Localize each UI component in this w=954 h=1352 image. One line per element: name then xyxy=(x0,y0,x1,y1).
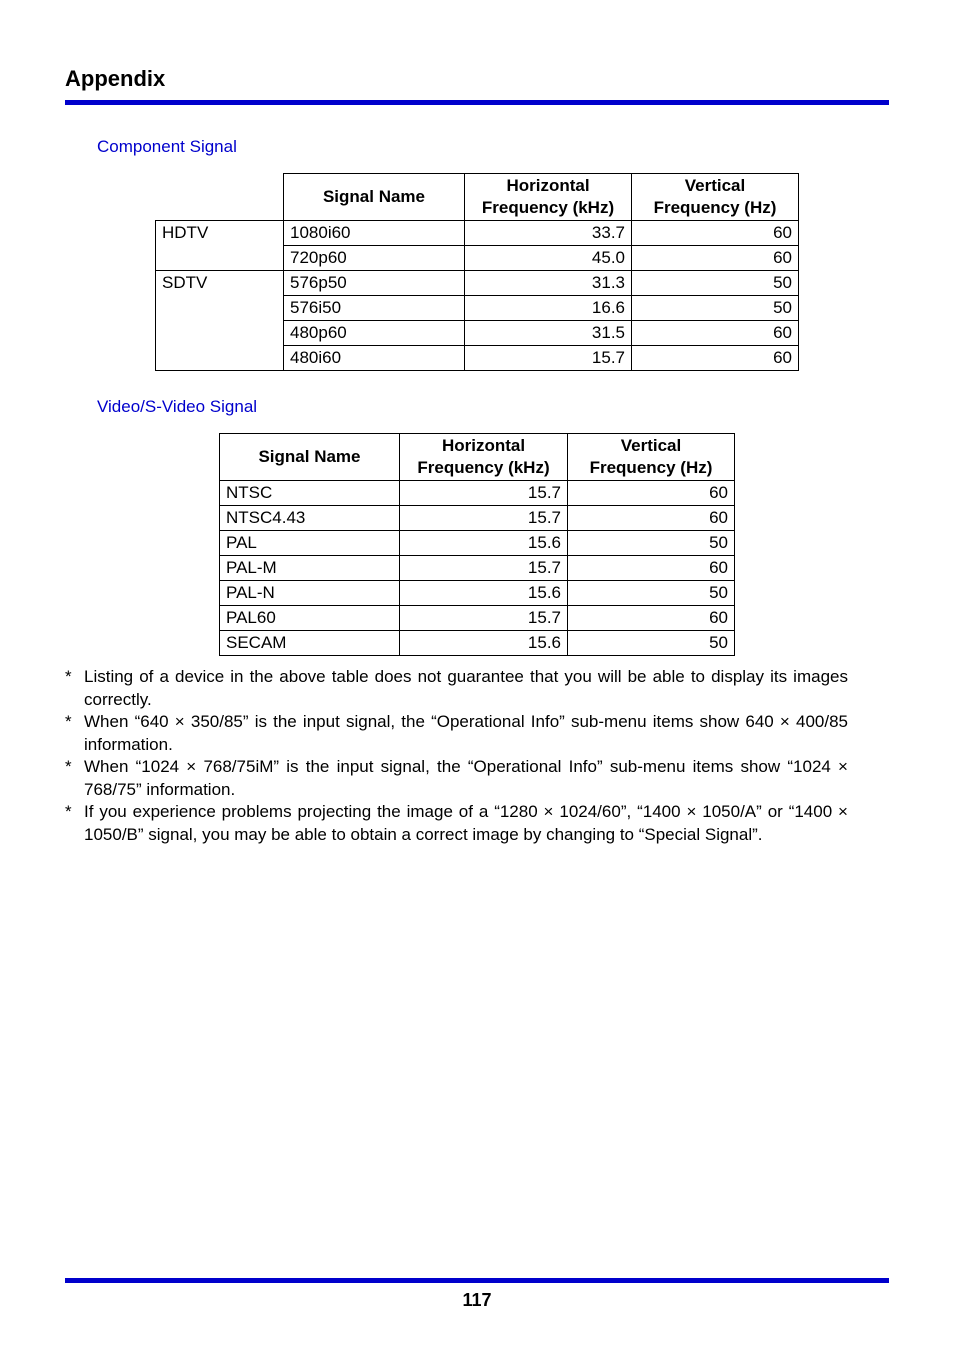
horizontal-frequency-cell: 15.7 xyxy=(400,556,568,581)
vertical-frequency-cell: 50 xyxy=(632,271,799,296)
vertical-frequency-cell: 60 xyxy=(632,221,799,246)
note-text: If you experience problems projecting the image of a “1280 × 1024/60”, “1400 × 1050/A” or “1400 × 1050/B” signal, you may be able to obtain a correct image by changing to “Special Signal”. xyxy=(84,802,848,844)
component-signal-table xyxy=(155,173,799,371)
signal-name-cell: NTSC xyxy=(220,481,400,506)
note-item xyxy=(62,666,848,711)
signal-name-cell: NTSC4.43 xyxy=(220,506,400,531)
signal-name-cell: 480p60 xyxy=(284,321,465,346)
vertical-frequency-cell: 60 xyxy=(568,506,735,531)
blank-header-cell xyxy=(156,174,284,221)
note-bullet: * xyxy=(65,757,72,776)
table-row xyxy=(220,531,735,556)
header-signal-name: Signal Name xyxy=(284,174,465,221)
table-row xyxy=(220,606,735,631)
note-text: When “640 × 350/85” is the input signal, the “Operational Info” sub-menu items show 640 × 400/85 information. xyxy=(84,712,848,754)
horizontal-frequency-cell: 15.7 xyxy=(400,481,568,506)
signal-name-cell: 576p50 xyxy=(284,271,465,296)
table-row xyxy=(220,556,735,581)
note-bullet: * xyxy=(65,712,72,731)
vertical-frequency-cell: 60 xyxy=(632,246,799,271)
table-header-row xyxy=(220,434,735,481)
table-row xyxy=(156,221,799,246)
vertical-frequency-cell: 60 xyxy=(632,346,799,371)
note-bullet: * xyxy=(65,802,72,821)
horizontal-frequency-cell: 15.7 xyxy=(400,606,568,631)
signal-name-cell: PAL xyxy=(220,531,400,556)
signal-name-cell: SECAM xyxy=(220,631,400,656)
horizontal-frequency-cell: 31.3 xyxy=(465,271,632,296)
table-row xyxy=(156,271,799,296)
footer-rule xyxy=(65,1278,889,1283)
horizontal-frequency-cell: 33.7 xyxy=(465,221,632,246)
vertical-frequency-cell: 50 xyxy=(568,531,735,556)
page-title: Appendix xyxy=(65,66,166,91)
video-signal-table xyxy=(219,433,735,656)
header-vertical-frequency: Vertical Frequency (Hz) xyxy=(632,174,799,221)
vertical-frequency-cell: 50 xyxy=(568,631,735,656)
header-horizontal-frequency: Horizontal Frequency (kHz) xyxy=(400,434,568,481)
table-row xyxy=(220,631,735,656)
vertical-frequency-cell: 60 xyxy=(568,556,735,581)
signal-name-cell: 1080i60 xyxy=(284,221,465,246)
note-item xyxy=(62,756,848,801)
vertical-frequency-cell: 60 xyxy=(632,321,799,346)
component-signal-title: Component Signal xyxy=(97,137,237,156)
group-label: SDTV xyxy=(156,271,284,371)
vertical-frequency-cell: 60 xyxy=(568,481,735,506)
signal-name-cell: PAL60 xyxy=(220,606,400,631)
note-item xyxy=(62,711,848,756)
video-signal-title: Video/S-Video Signal xyxy=(97,397,258,416)
note-text: Listing of a device in the above table does not guarantee that you will be able to display its images correctly. xyxy=(84,667,848,709)
table-row xyxy=(220,581,735,606)
group-label: HDTV xyxy=(156,221,284,271)
notes-list xyxy=(62,666,848,846)
vertical-frequency-cell: 60 xyxy=(568,606,735,631)
horizontal-frequency-cell: 45.0 xyxy=(465,246,632,271)
table-header-row xyxy=(156,174,799,221)
horizontal-frequency-cell: 15.6 xyxy=(400,631,568,656)
header-vertical-frequency: Vertical Frequency (Hz) xyxy=(568,434,735,481)
table-row xyxy=(220,506,735,531)
note-item xyxy=(62,801,848,846)
horizontal-frequency-cell: 15.7 xyxy=(400,506,568,531)
vertical-frequency-cell: 50 xyxy=(568,581,735,606)
page-number: 117 xyxy=(462,1290,492,1310)
horizontal-frequency-cell: 15.6 xyxy=(400,581,568,606)
signal-name-cell: 576i50 xyxy=(284,296,465,321)
note-bullet: * xyxy=(65,667,72,686)
signal-name-cell: 720p60 xyxy=(284,246,465,271)
note-text: When “1024 × 768/75iM” is the input signal, the “Operational Info” sub-menu items show “1024 × 768/75” information. xyxy=(84,757,848,799)
horizontal-frequency-cell: 15.7 xyxy=(465,346,632,371)
table-row xyxy=(220,481,735,506)
signal-name-cell: PAL-N xyxy=(220,581,400,606)
vertical-frequency-cell: 50 xyxy=(632,296,799,321)
horizontal-frequency-cell: 31.5 xyxy=(465,321,632,346)
header-horizontal-frequency: Horizontal Frequency (kHz) xyxy=(465,174,632,221)
horizontal-frequency-cell: 15.6 xyxy=(400,531,568,556)
header-rule xyxy=(65,100,889,105)
signal-name-cell: PAL-M xyxy=(220,556,400,581)
header-signal-name: Signal Name xyxy=(220,434,400,481)
horizontal-frequency-cell: 16.6 xyxy=(465,296,632,321)
signal-name-cell: 480i60 xyxy=(284,346,465,371)
